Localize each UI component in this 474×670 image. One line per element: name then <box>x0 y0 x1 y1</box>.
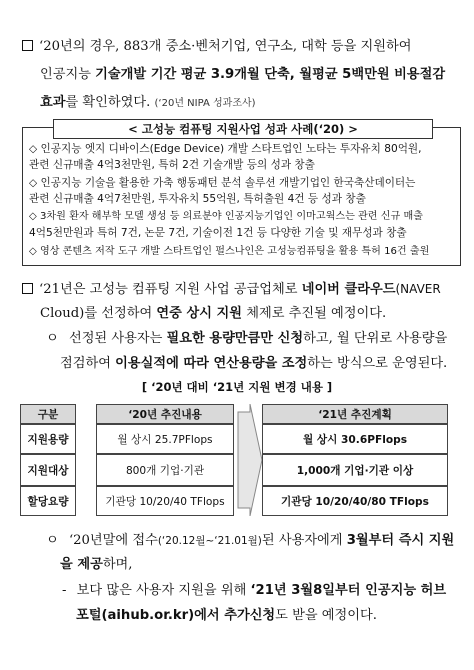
para5-line1: - 보다 많은 사용자 지원을 위해 ‘21년 3월8일부터 인공지능 허브 <box>62 583 447 598</box>
case-line: 관련 신규매출 4억3천만원, 특허 2건 기술개발 등의 성과 창출 <box>29 159 315 171</box>
square-bullet-icon <box>22 40 33 51</box>
table-header-2021: ‘21년 추진계획 <box>262 404 448 424</box>
table-cell-2021: 1,000개 기업·기관 이상 <box>262 454 448 486</box>
para1-line3: 효과를 확인하였다. (‘20년 NIPA 성과조사) <box>40 95 256 110</box>
table-cell-2020: 기관당 10/20/40 TFlops <box>96 486 234 516</box>
table-cell-2021: 월 상시 30.6PFlops <box>262 424 448 454</box>
table-cell-2021: 기관당 10/20/40/80 TFlops <box>262 486 448 516</box>
para1-line1: ‘20년의 경우, 883개 중소·벤처기업, 연구소, 대학 등을 지원하여 <box>22 36 412 58</box>
table-row-label: 지원대상 <box>20 454 76 486</box>
para3-line2: 점검하여 이용실적에 따라 연산용량을 조정하는 방식으로 운영된다. <box>60 356 448 371</box>
right-arrow-icon <box>236 404 264 516</box>
square-bullet-icon <box>22 283 33 294</box>
case-line: 4억5천만원과 특허 7건, 논문 7건, 기술이전 1건 등 다양한 기술 및 재무성과 창출 <box>29 227 407 239</box>
table-row-label: 할당요량 <box>20 486 76 516</box>
para4-line1: ㅇ ‘20년말에 접수(‘20.12월~‘21.01월)된 사용자에게 3월부터 즉시 지원 <box>46 533 455 548</box>
case-line: ◇ 인공지능 기술을 활용한 가축 행동패턴 분석 솔루션 개발기업인 한국축산데이터는 <box>29 177 416 189</box>
para1-line2: 인공지능 기술개발 기간 평균 3.9개월 단축, 월평균 5백만원 비용절감 <box>40 67 446 82</box>
table-cell-2020: 월 상시 25.7PFlops <box>96 424 234 454</box>
table-header-2020: ‘20년 추진내용 <box>96 404 234 424</box>
para2-line1: ‘21년은 고성능 컴퓨팅 지원 사업 공급업체로 네이버 클라우드(NAVER <box>22 278 441 301</box>
para2-line2: Cloud)를 선정하여 연중 상시 지원 체제로 추진될 예정이다. <box>40 306 387 321</box>
para3-line1: ㅇ 선정된 사용자는 필요한 용량만큼만 신청하고, 월 단위로 사용량을 <box>46 331 448 346</box>
case-box-title: < 고성능 컴퓨팅 지원사업 성과 사례(‘20) > <box>53 119 433 139</box>
case-box <box>22 122 461 266</box>
case-line: ◇ 인공지능 엣지 디바이스(Edge Device) 개발 스타트업인 노타는 투자유치 80억원, <box>29 143 422 155</box>
table-title: [ ‘20년 대비 ‘21년 지원 변경 내용 ] <box>141 380 333 394</box>
table-header-category: 구분 <box>20 404 76 424</box>
para4-line2: 을 제공하며, <box>60 557 133 572</box>
case-line: 관련 신규매출 4억7천만원, 투자유치 55억원, 특허출원 4건 등 성과 창출 <box>29 193 366 205</box>
para5-line2: 포털(aihub.or.kr)에서 추가신청도 받을 예정이다. <box>76 608 377 623</box>
case-line: ◇ 3차원 환자 해부학 모델 생성 등 의료분야 인공지능기업인 이마고웍스는 관련 신규 매출 <box>29 211 423 222</box>
case-line: ◇ 영상 콘텐츠 저작 도구 개발 스타트업인 펄스나인은 고성능컴퓨팅을 활용 특허 16건 출원 <box>29 246 430 257</box>
table-cell-2020: 800개 기업·기관 <box>96 454 234 486</box>
table-row-label: 지원용량 <box>20 424 76 454</box>
